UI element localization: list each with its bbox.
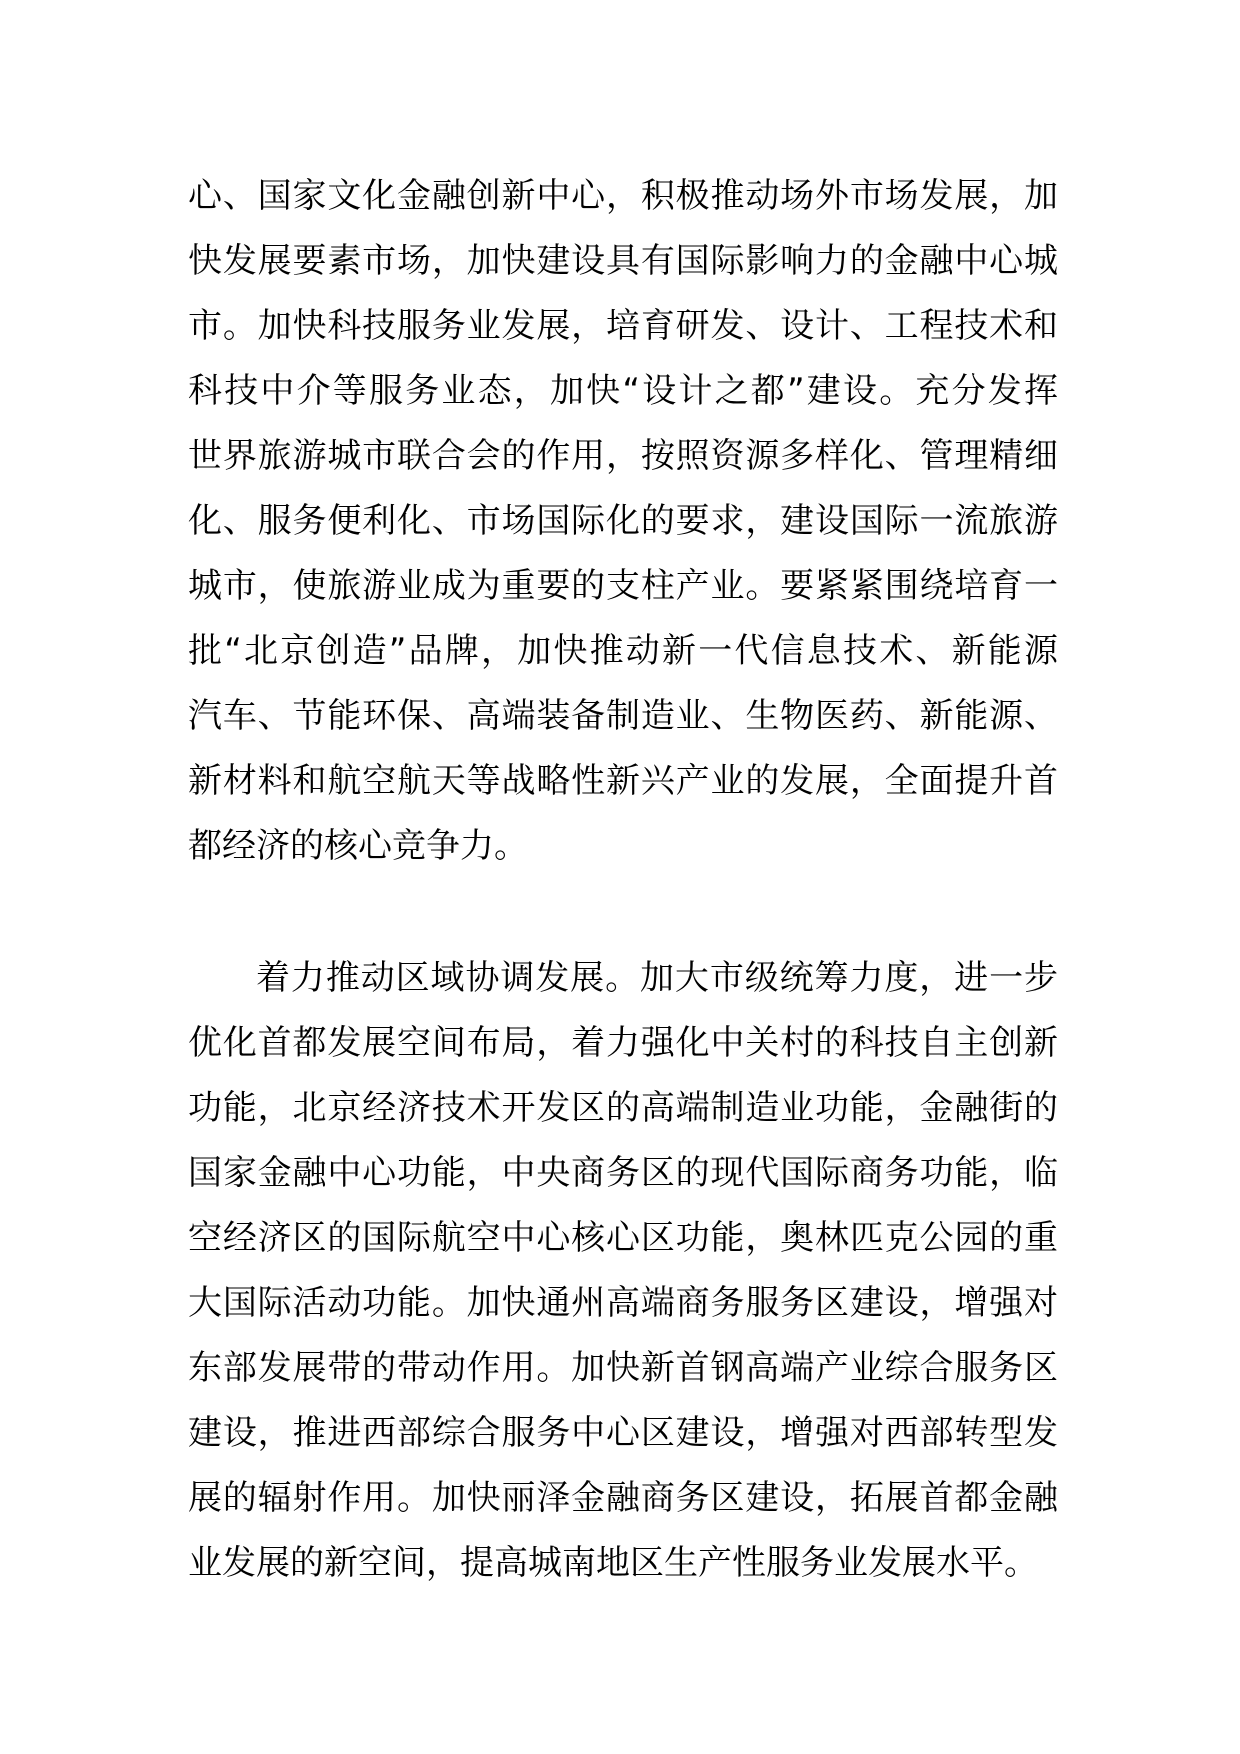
text-line: 展的辐射作用。加快丽泽金融商务区建设，拓展首都金融 — [188, 1478, 1058, 1518]
text-line: 优化首都发展空间布局，着力强化中关村的科技自主创新 — [188, 1023, 1058, 1063]
text-line: 批“北京创造”品牌，加快推动新一代信息技术、新能源 — [188, 631, 1058, 671]
text-line: 化、服务便利化、市场国际化的要求，建设国际一流旅游 — [188, 501, 1058, 541]
text-line: 国家金融中心功能，中央商务区的现代国际商务功能，临 — [188, 1153, 1058, 1193]
text-line: 汽车、节能环保、高端装备制造业、生物医药、新能源、 — [188, 696, 1058, 736]
text-line: 空经济区的国际航空中心核心区功能，奥林匹克公园的重 — [188, 1218, 1058, 1258]
text-line: 着力推动区域协调发展。加大市级统筹力度，进一步 — [256, 958, 1058, 998]
text-line: 业发展的新空间，提高城南地区生产性服务业发展水平。 — [188, 1543, 1038, 1583]
text-line: 大国际活动功能。加快通州高端商务服务区建设，增强对 — [188, 1283, 1058, 1323]
text-line: 科技中介等服务业态，加快“设计之都”建设。充分发挥 — [188, 371, 1058, 411]
text-line: 心、国家文化金融创新中心，积极推动场外市场发展，加 — [188, 176, 1058, 216]
text-line: 城市，使旅游业成为重要的支柱产业。要紧紧围绕培育一 — [188, 566, 1058, 606]
text-line: 新材料和航空航天等战略性新兴产业的发展，全面提升首 — [188, 761, 1058, 801]
paragraph-2 — [188, 946, 1058, 1596]
paragraph-1 — [188, 164, 1058, 879]
text-line: 功能，北京经济技术开发区的高端制造业功能，金融街的 — [188, 1088, 1058, 1128]
text-line: 建设，推进西部综合服务中心区建设，增强对西部转型发 — [188, 1413, 1058, 1453]
text-line: 快发展要素市场，加快建设具有国际影响力的金融中心城 — [188, 241, 1058, 281]
text-line: 市。加快科技服务业发展，培育研发、设计、工程技术和 — [188, 306, 1058, 346]
text-line: 都经济的核心竞争力。 — [188, 826, 528, 866]
text-line: 东部发展带的带动作用。加快新首钢高端产业综合服务区 — [188, 1348, 1058, 1388]
text-line: 世界旅游城市联合会的作用，按照资源多样化、管理精细 — [188, 436, 1058, 476]
